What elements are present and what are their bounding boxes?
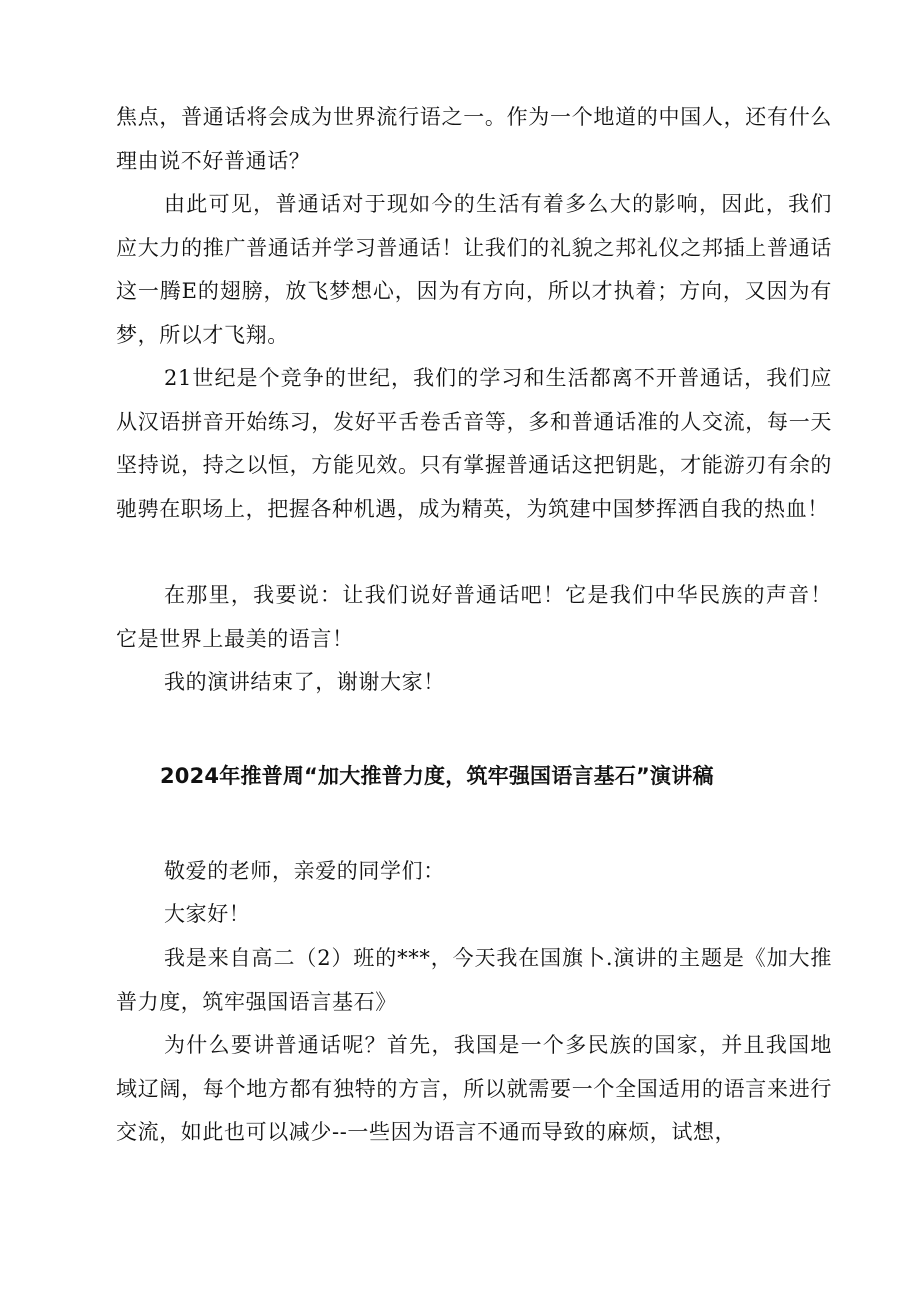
paragraph-greeting: 大家好！	[164, 902, 251, 926]
paragraph-salutation: 敬爱的老师，亲爱的同学们：	[164, 859, 445, 883]
paragraph-why-mandarin: 为什么要讲普通话呢？首先，我国是一个多民族的国家，并且我国地域辽阔，每个地方都有独特的方言，所以就需要一个全国适用的语言来进行交流，如此也可以减少--一些因为语言不通而导致的麻烦，试想，	[116, 1033, 832, 1144]
speech-title: 2024年推普周“加大推普力度，筑牢强国语言基石”演讲稿	[160, 764, 714, 788]
paragraph-influence: 由此可见，普通话对于现如今的生活有着多么大的影响，因此，我们应大力的推广普通话并学习普通话！让我们的礼貌之邦礼仪之邦插上普通话这一腾E的翅膀，放飞梦想心，因为有方向，所以才执着；方向，又因为有梦，所以才飞翔。	[116, 192, 832, 347]
paragraph-closing: 我的演讲结束了，谢谢大家！	[164, 670, 445, 694]
paragraph-call-to-action: 在那里，我要说：让我们说好普通话吧！它是我们中华民族的声音！它是世界上最美的语言！	[116, 583, 832, 651]
paragraph-introduction: 我是来自高二（2）班的***，今天我在国旗卜.演讲的主题是《加大推普力度，筑牢强国语言基石》	[116, 946, 832, 1014]
paragraph-continuation: 焦点，普通话将会成为世界流行语之一。作为一个地道的中国人，还有什么理由说不好普通话？	[116, 105, 832, 173]
paragraph-21st-century: 21世纪是个竞争的世纪，我们的学习和生活都离不开普通话，我们应从汉语拼音开始练习，发好平舌卷舌音等，多和普通话准的人交流，每一天坚持说，持之以恒，方能见效。只有掌握普通话这把钥匙，才能游刃有余的驰骋在职场上，把握各种机遇，成为精英，为筑建中国梦挥洒自我的热血！	[116, 366, 832, 521]
